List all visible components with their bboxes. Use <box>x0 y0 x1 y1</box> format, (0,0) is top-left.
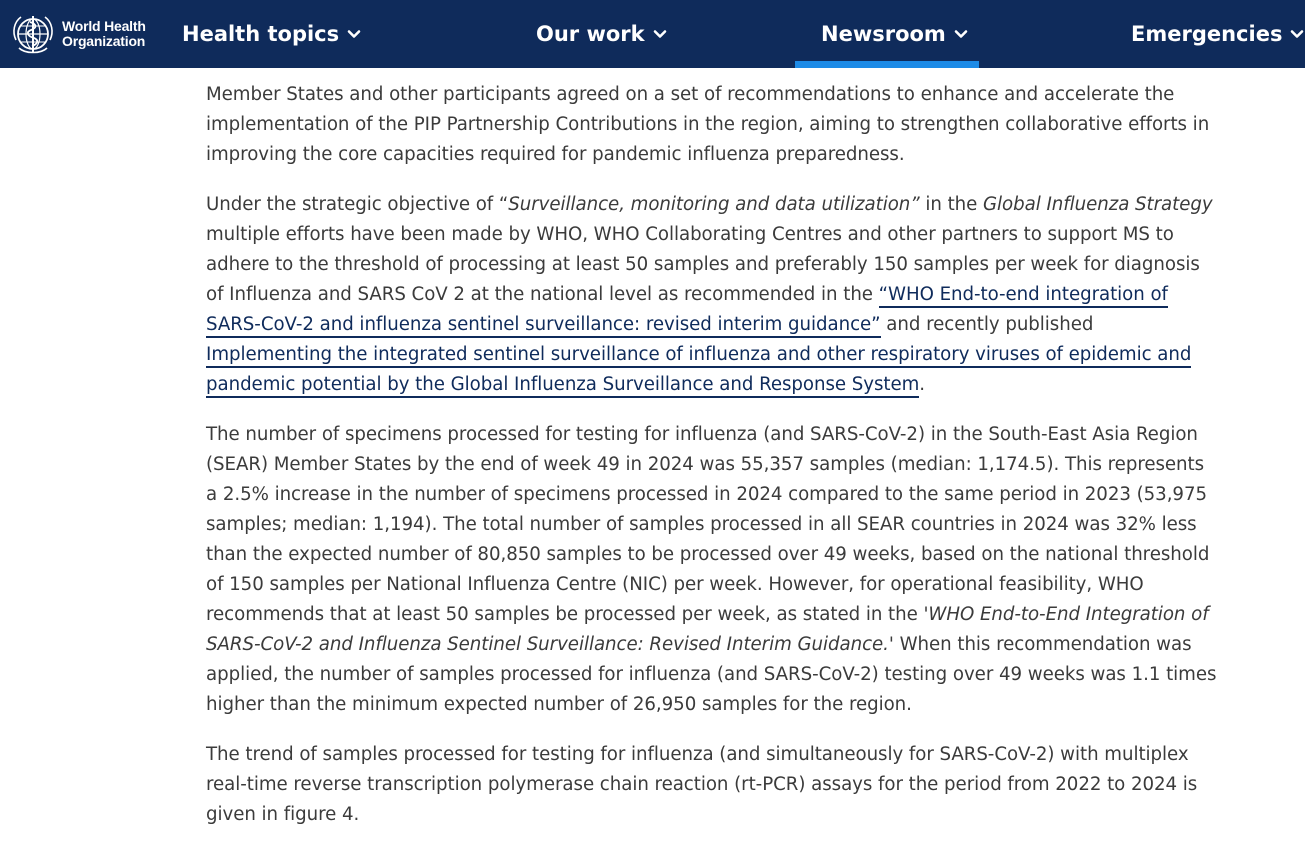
paragraph-trend-figure: The trend of samples processed for testing for influenza (and simultaneously for SARS-CoV-2) with multiplex real-time reverse transcription polymerase chain reaction (rt-PCR) assays for the period from 2022 to 2024 is given in figure 4. <box>206 744 1198 825</box>
text-segment: Under the strategic objective of “ <box>206 194 509 215</box>
nav-emergencies[interactable] <box>1131 0 1304 68</box>
paragraph-specimen-statistics <box>206 420 1218 720</box>
nav-label: Health topics <box>182 22 340 46</box>
nav-health-topics[interactable] <box>182 0 361 68</box>
italic-objective-name: Surveillance, monitoring and data utilization” <box>508 194 920 215</box>
nav-newsroom[interactable] <box>821 0 968 68</box>
nav-our-work[interactable] <box>536 0 667 68</box>
article-body <box>206 80 1218 850</box>
chevron-down-icon <box>347 27 361 41</box>
chevron-down-icon <box>653 27 667 41</box>
text-segment: and recently published <box>880 314 1094 335</box>
text-segment: . <box>919 374 926 395</box>
text-segment: in the <box>919 194 984 215</box>
logo-text-line2: Organization <box>62 33 146 49</box>
top-navigation-bar <box>0 0 1305 68</box>
text-segment: multiple efforts have been made by WHO, WHO Collaborating Centres and other partners to support MS to adhere to the threshold of processing at least 50 samples and preferably 150 samples per week for diagnosis of Influenza and SARS CoV 2 at the national level as recommended in the <box>206 224 1200 305</box>
italic-guidance-title: 'WHO End-to-End Integration of SARS-CoV-2 and Influenza Sentinel Surveillance: Revised Interim Guidance. <box>206 604 1209 655</box>
nav-active-indicator <box>795 61 979 68</box>
nav-label: Emergencies <box>1131 22 1283 46</box>
who-emblem-icon <box>10 12 56 56</box>
logo-text-line1: World Health <box>62 18 146 34</box>
link-implementing-integrated-surveillance[interactable]: Implementing the integrated sentinel surveillance of influenza and other respiratory viruses of epidemic and pandemic potential by the Global Influenza Surveillance and Response System <box>206 344 1191 398</box>
chevron-down-icon <box>1290 27 1304 41</box>
chevron-down-icon <box>954 27 968 41</box>
nav-label: Our work <box>536 22 645 46</box>
text-segment: ' When this recommendation was applied, the number of samples processed for influenza (and SARS-CoV-2) testing over 49 weeks was 1.1 times higher than the minimum expected number of 26,950 samples for the region. <box>206 634 1217 715</box>
link-who-end-to-end-guidance[interactable]: “WHO End-to-end integration of SARS-CoV-2 and influenza sentinel surveillance: revised interim guidance” <box>206 284 1168 338</box>
paragraph-strategic-objective <box>206 190 1218 400</box>
italic-strategy-name: Global Influenza Strategy <box>983 194 1213 215</box>
paragraph-recommendations: Member States and other participants agreed on a set of recommendations to enhance and accelerate the implementation of the PIP Partnership Contributions in the region, aiming to strengthen collaborative efforts in improving the core capacities required for pandemic influenza preparedness. <box>206 84 1210 165</box>
who-logo[interactable] <box>10 12 146 56</box>
text-segment: The number of specimens processed for testing for influenza (and SARS-CoV-2) in the South-East Asia Region (SEAR) Member States by the end of week 49 in 2024 was 55,357 samples (median: 1,174.5). This represents a 2.5% increase in the number of specimens processed in 2024 compared to the same period in 2023 (53,975 samples; median: 1,194). The total number of samples processed in all SEAR countries in 2024 was 32% less than the expected number of 80,850 samples to be processed over 49 weeks, based on the national threshold of 150 samples per National Influenza Centre (NIC) per week. However, for operational feasibility, WHO recommends that at least 50 samples be processed per week, as stated in the <box>206 424 1210 625</box>
nav-label: Newsroom <box>821 22 946 46</box>
